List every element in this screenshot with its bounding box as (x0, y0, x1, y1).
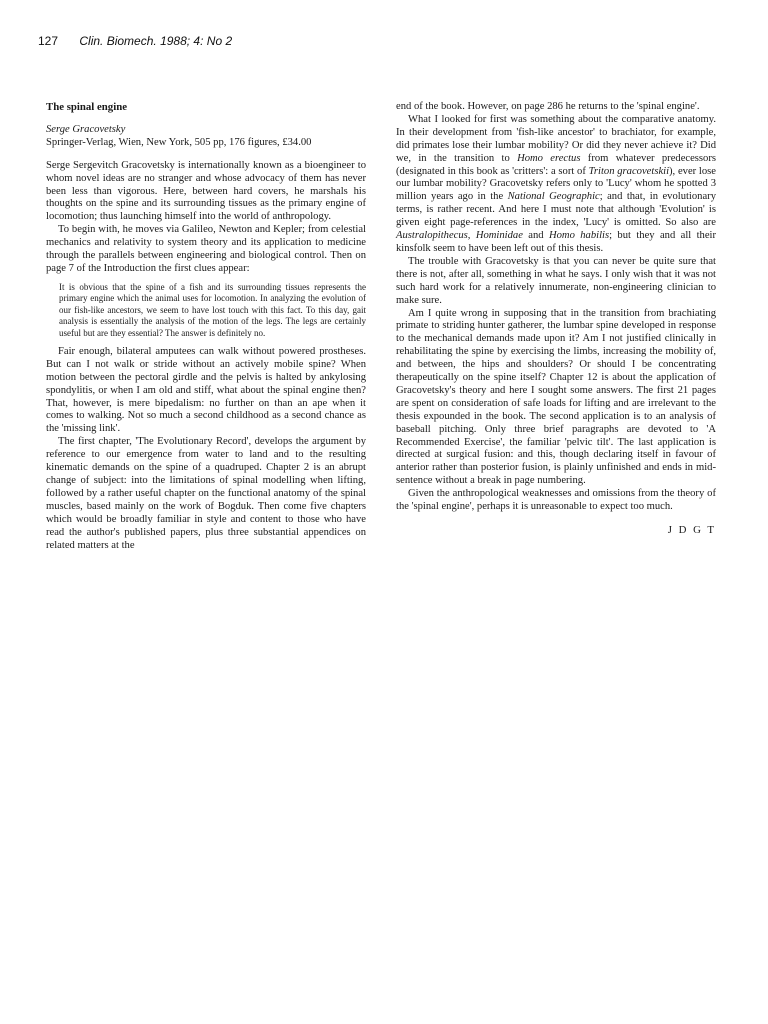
paragraph: Serge Sergevitch Gracovetsky is internationally known as a bioengineer to whom novel ideas are no stranger and whose advocacy of them has never been less than vigorous. Here, between hard covers, he marshals his thoughts on the spine and its surrounding tissues as the primary engine of locomotion; thus launching himself into the world of anthropology. (46, 159, 366, 223)
paragraph: The first chapter, 'The Evolutionary Record', develops the argument by reference to our emergence from water to land and to the resulting kinematic demands on the spine of a quadruped. Chapter 2 is an abrupt change of subject: into the limitations of spinal modelling when lifting, followed by a rather useful chapter on the functional anatomy of the spinal muscles, based mainly on the work of Bogduk. Then come five chapters which would be broadly familiar in style and content to those who have read the author's published papers, plus three substantial appendices on related matters at the (46, 436, 366, 551)
journal-citation: Clin. Biomech. 1988; 4: No 2 (79, 34, 233, 48)
paragraph: What I looked for first was something about the comparative anatomy. In their development from 'fish-like ancestor' to brachiator, for example, did primates lose their lumbar mobility? Or did they never achieve it? Did we, in the transition to Homo erectus from whatever predecessors (designated in this book as 'critters': a sort of Triton gracovetskii), ever lose our lumbar mobility? Gracovetsky refers only to 'Lucy' whom he spotted 3 million years ago in the National Geographic; and that, in evolutionary terms, is rather recent. And here I must note that although 'Evolution' is given eight page-references in the index, 'Lucy' is omitted. So also are Australopithecus, Hominidae and Homo habilis; but they and all their kinsfolk seem to have been left out of this thesis. (396, 113, 717, 254)
running-header (38, 34, 232, 48)
review-title: The spinal engine (46, 101, 127, 113)
page-number: 127 (38, 34, 59, 48)
paragraph: To begin with, he moves via Galileo, Newton and Kepler; from celestial mechanics and relativity to system theory and its application to medicine through the parallels between engineering and biological control. Then on page 7 of the Introduction the first clues appear: (46, 224, 366, 274)
paragraph: end of the book. However, on page 286 he returns to the 'spinal engine'. (396, 101, 700, 112)
paragraph: Fair enough, bilateral amputees can walk without powered prostheses. But can I not walk or stride without an actively mobile spine? When motion between the pectoral girdle and the pelvis is halted by ankylosing spondylitis, or when I am old and stiff, what about the spinal engine then? That, however, is mere bipedalism: no further on than an ape when it comes to walking. Not so much a second childhood as a second chance as the 'missing link'. (46, 345, 366, 435)
book-author: Serge Gracovetsky (46, 123, 126, 135)
block-quote: It is obvious that the spine of a fish and its surrounding tissues represents the primary engine which the animal uses for locomotion. In analyzing the evolution of our fish-like ancestors, we seem to have lost touch with this fact. To this day, gait analysis is essentially the analysis of the motion of the legs. The legs are certainly useful but are they essential? The answer is definitely no. (59, 281, 366, 338)
right-column (396, 101, 716, 537)
reviewer-initials: J D G T (667, 524, 716, 536)
paragraph: The trouble with Gracovetsky is that you can never be quite sure that there is not, after all, something in what he says. I only wish that it was not such hard work for a relatively innumerate, non-engineering clinician to make sure. (396, 255, 716, 306)
paragraph: Am I quite wrong in supposing that in the transition from brachiating primate to striding hunter gatherer, the lumbar spine developed in response to the mechanical demands made upon it? Am I not justified clinically in rehabilitating the spine by exercising the limbs, increasing the mobility of, and between, the hips and shoulders? Or should I be concentrating therapeutically on the spine itself? Chapter 12 is about the application of Gracovetsky's theory and here I sought some answers. The first 21 pages are spent on consideration of safe loads for lifting and are irrelevant to the thesis expounded in the book. The second application is to an analysis of baseball pitching. Only three brief paragraphs are devoted to 'A Recommended Exercise', the familiar 'pelvic tilt'. The last application is directed at surgical fusion: and this, though declaring itself in favour of anterior rather than posterior fusion, is plainly unfinished and ends in mid-sentence without a break in page numbering. (396, 307, 716, 487)
left-column (46, 101, 366, 552)
book-publisher: Springer-Verlag, Wien, New York, 505 pp, 176 figures, £34.00 (46, 136, 312, 148)
paragraph: Given the anthropological weaknesses and omissions from the theory of the 'spinal engine', perhaps it is unreasonable to expect too much. (396, 488, 716, 513)
